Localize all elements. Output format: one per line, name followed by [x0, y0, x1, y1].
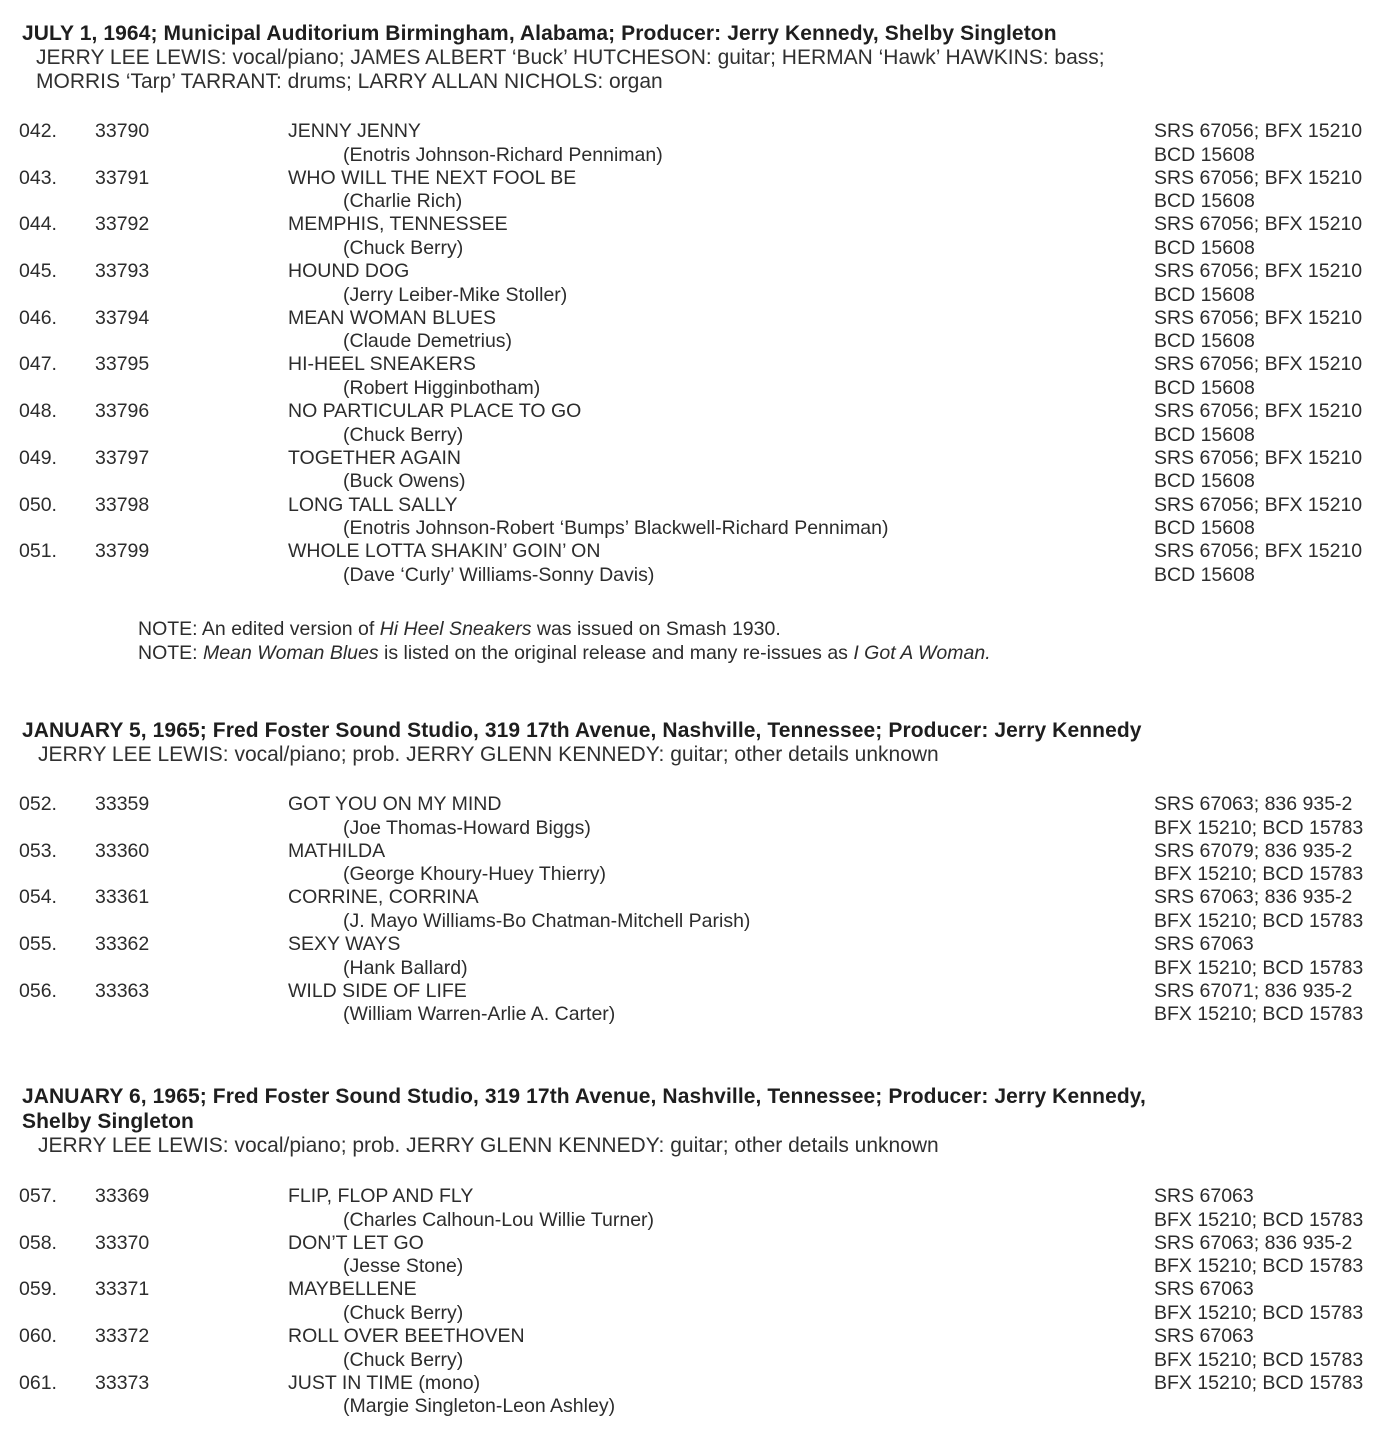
release-issue: BFX 15210; BCD 15783 [1154, 1003, 1364, 1026]
track-row [0, 1232, 1400, 1279]
release-issue: SRS 67063; 836 935-2 [1154, 793, 1353, 815]
note-line [138, 641, 991, 665]
track-row [0, 260, 1400, 307]
track-number: 050. [19, 493, 57, 516]
note-text: is listed on the original release and many re-issues as [378, 642, 854, 664]
matrix-number: 33791 [95, 166, 150, 189]
songwriters: (Enotris Johnson-Robert ‘Bumps’ Blackwell-Richard Penniman) [343, 517, 889, 539]
release-issue: BCD 15608 [1154, 143, 1255, 166]
note-text: NOTE: An edited version of [138, 618, 380, 640]
session-personnel-line: JERRY LEE LEWIS: vocal/piano; JAMES ALBERT ‘Buck’ HUTCHESON: guitar; HERMAN ‘Hawk’ HAWKINS: bass; [36, 46, 1105, 69]
session-1964-07-01 [0, 21, 1400, 587]
release-issue: BCD 15608 [1154, 190, 1255, 213]
matrix-number: 33795 [95, 353, 150, 376]
release-issue: BCD 15608 [1154, 517, 1255, 539]
matrix-number: 33359 [95, 793, 150, 815]
songwriters: (Chuck Berry) [343, 1348, 464, 1371]
matrix-number: 33369 [95, 1185, 150, 1207]
release-issue: BCD 15608 [1154, 236, 1255, 259]
song-title: LONG TALL SALLY [288, 493, 458, 516]
song-title: MAYBELLENE [288, 1278, 417, 1301]
note-text: NOTE: [138, 642, 204, 664]
note-song-title: Hi Heel Sneakers [379, 618, 532, 640]
songwriters: (Hank Ballard) [343, 956, 468, 979]
release-issue: BCD 15608 [1154, 330, 1255, 353]
track-number: 057. [19, 1185, 57, 1207]
track-number: 044. [19, 213, 57, 236]
release-issue: SRS 67056; BFX 15210 [1154, 306, 1363, 329]
track-row [0, 494, 1400, 541]
session-header: JANUARY 6, 1965; Fred Foster Sound Studio, 319 17th Avenue, Nashville, Tennessee; Producer: Jerry Kennedy, [22, 1085, 1146, 1108]
release-issue: BCD 15608 [1154, 423, 1255, 446]
song-title: DON’T LET GO [288, 1231, 424, 1254]
songwriters: (George Khoury-Huey Thierry) [343, 863, 606, 886]
release-issue: BFX 15210; BCD 15783 [1154, 1348, 1364, 1371]
song-title: WILD SIDE OF LIFE [288, 979, 467, 1002]
song-title: HI-HEEL SNEAKERS [288, 353, 476, 376]
songwriters: (Joe Thomas-Howard Biggs) [343, 816, 591, 839]
session-personnel-line: JERRY LEE LEWIS: vocal/piano; prob. JERRY GLENN KENNEDY: guitar; other details unknown [38, 743, 939, 766]
track-row [0, 1185, 1400, 1232]
release-issue: SRS 67063 [1154, 1325, 1254, 1348]
song-title: MEMPHIS, TENNESSEE [288, 213, 508, 236]
release-issue: SRS 67056; BFX 15210 [1154, 446, 1363, 469]
note-line [138, 617, 991, 641]
song-title: ROLL OVER BEETHOVEN [288, 1325, 525, 1348]
song-title: NO PARTICULAR PLACE TO GO [288, 400, 582, 423]
song-title: TOGETHER AGAIN [288, 446, 462, 469]
matrix-number: 33362 [95, 933, 150, 956]
track-row [0, 353, 1400, 400]
session-1965-01-05 [0, 718, 1400, 1026]
songwriters: (Dave ‘Curly’ Williams-Sonny Davis) [343, 563, 655, 586]
song-title: FLIP, FLOP AND FLY [288, 1185, 474, 1207]
session-notes [138, 617, 991, 665]
session-1965-01-06 [0, 1084, 1400, 1418]
song-title: MATHILDA [288, 839, 386, 862]
track-row [0, 886, 1400, 933]
release-issue: SRS 67056; BFX 15210 [1154, 213, 1363, 236]
track-number: 051. [19, 540, 57, 563]
track-number: 045. [19, 260, 57, 283]
track-row [0, 1372, 1400, 1419]
release-issue: SRS 67056; BFX 15210 [1154, 353, 1363, 376]
release-issue: BFX 15210; BCD 15783 [1154, 863, 1364, 886]
release-issue: BCD 15608 [1154, 470, 1255, 493]
songwriters: (William Warren-Arlie A. Carter) [343, 1003, 616, 1026]
note-song-title: Mean Woman Blues [203, 642, 379, 664]
songwriters: (Chuck Berry) [343, 423, 464, 446]
track-row [0, 980, 1400, 1027]
songwriters: (Robert Higginbotham) [343, 376, 541, 399]
release-issue: SRS 67071; 836 935-2 [1154, 979, 1353, 1002]
matrix-number: 33360 [95, 839, 150, 862]
track-number: 053. [19, 839, 57, 862]
songwriters: (Charlie Rich) [343, 190, 463, 213]
release-issue: SRS 67056; BFX 15210 [1154, 260, 1363, 283]
track-row [0, 840, 1400, 887]
song-title: WHOLE LOTTA SHAKIN’ GOIN’ ON [288, 540, 601, 563]
song-title: SEXY WAYS [288, 933, 401, 956]
track-list [0, 120, 1400, 587]
track-number: 055. [19, 933, 57, 956]
release-issue: BCD 15608 [1154, 376, 1255, 399]
release-issue: SRS 67056; BFX 15210 [1154, 493, 1363, 516]
release-issue: BFX 15210; BCD 15783 [1154, 1371, 1364, 1394]
matrix-number: 33797 [95, 446, 150, 469]
matrix-number: 33799 [95, 540, 150, 563]
track-row [0, 120, 1400, 167]
release-issue: SRS 67063 [1154, 933, 1254, 956]
song-title: JENNY JENNY [288, 120, 421, 142]
session-personnel-line: JERRY LEE LEWIS: vocal/piano; prob. JERRY GLENN KENNEDY: guitar; other details unknown [38, 1134, 939, 1157]
song-title: JUST IN TIME (mono) [288, 1371, 481, 1394]
release-issue: SRS 67063; 836 935-2 [1154, 1231, 1353, 1254]
matrix-number: 33363 [95, 979, 150, 1002]
track-number: 058. [19, 1231, 57, 1254]
note-song-title: I Got A Woman. [853, 642, 991, 664]
release-issue: BFX 15210; BCD 15783 [1154, 1255, 1364, 1278]
track-row [0, 307, 1400, 354]
track-number: 043. [19, 166, 57, 189]
matrix-number: 33373 [95, 1371, 150, 1394]
matrix-number: 33798 [95, 493, 150, 516]
songwriters: (Jerry Leiber-Mike Stoller) [343, 283, 568, 306]
songwriters: (J. Mayo Williams-Bo Chatman-Mitchell Parish) [343, 909, 751, 932]
songwriters: (Chuck Berry) [343, 1301, 464, 1324]
track-list [0, 793, 1400, 1026]
matrix-number: 33790 [95, 120, 150, 142]
matrix-number: 33794 [95, 306, 150, 329]
songwriters: (Chuck Berry) [343, 236, 464, 259]
track-number: 047. [19, 353, 57, 376]
songwriters: (Charles Calhoun-Lou Willie Turner) [343, 1208, 655, 1231]
release-issue: BFX 15210; BCD 15783 [1154, 816, 1364, 839]
track-number: 061. [19, 1371, 57, 1394]
songwriters: (Buck Owens) [343, 470, 466, 493]
track-row [0, 400, 1400, 447]
track-number: 048. [19, 400, 57, 423]
release-issue: SRS 67079; 836 935-2 [1154, 839, 1353, 862]
release-issue: SRS 67063 [1154, 1185, 1254, 1207]
track-row [0, 213, 1400, 260]
track-row [0, 793, 1400, 840]
track-row [0, 1278, 1400, 1325]
song-title: GOT YOU ON MY MIND [288, 793, 502, 815]
matrix-number: 33796 [95, 400, 150, 423]
track-row [0, 1325, 1400, 1372]
release-issue: BFX 15210; BCD 15783 [1154, 1208, 1364, 1231]
song-title: CORRINE, CORRINA [288, 886, 479, 909]
track-row [0, 167, 1400, 214]
session-header: JULY 1, 1964; Municipal Auditorium Birmingham, Alabama; Producer: Jerry Kennedy, Shelby Singleton [22, 22, 1057, 45]
release-issue: BCD 15608 [1154, 563, 1255, 586]
release-issue: SRS 67056; BFX 15210 [1154, 166, 1363, 189]
note-text: was issued on Smash 1930. [531, 618, 781, 640]
matrix-number: 33370 [95, 1231, 150, 1254]
matrix-number: 33371 [95, 1278, 150, 1301]
release-issue: BCD 15608 [1154, 283, 1255, 306]
track-row [0, 447, 1400, 494]
track-number: 056. [19, 979, 57, 1002]
release-issue: BFX 15210; BCD 15783 [1154, 909, 1364, 932]
release-issue: SRS 67056; BFX 15210 [1154, 120, 1363, 142]
track-number: 046. [19, 306, 57, 329]
song-title: WHO WILL THE NEXT FOOL BE [288, 166, 577, 189]
release-issue: SRS 67063; 836 935-2 [1154, 886, 1353, 909]
matrix-number: 33372 [95, 1325, 150, 1348]
track-number: 052. [19, 793, 57, 815]
track-number: 060. [19, 1325, 57, 1348]
song-title: MEAN WOMAN BLUES [288, 306, 497, 329]
track-number: 054. [19, 886, 57, 909]
track-number: 049. [19, 446, 57, 469]
session-header-continued: Shelby Singleton [22, 1110, 194, 1133]
matrix-number: 33792 [95, 213, 150, 236]
matrix-number: 33793 [95, 260, 150, 283]
track-number: 042. [19, 120, 57, 142]
release-issue: SRS 67056; BFX 15210 [1154, 540, 1363, 563]
song-title: HOUND DOG [288, 260, 410, 283]
release-issue: SRS 67056; BFX 15210 [1154, 400, 1363, 423]
track-row [0, 933, 1400, 980]
track-row [0, 540, 1400, 587]
songwriters: (Margie Singleton-Leon Ashley) [343, 1395, 616, 1418]
track-number: 059. [19, 1278, 57, 1301]
session-header: JANUARY 5, 1965; Fred Foster Sound Studio, 319 17th Avenue, Nashville, Tennessee; Producer: Jerry Kennedy [22, 719, 1142, 742]
songwriters: (Jesse Stone) [343, 1255, 464, 1278]
release-issue: SRS 67063 [1154, 1278, 1254, 1301]
matrix-number: 33361 [95, 886, 150, 909]
track-list [0, 1185, 1400, 1418]
songwriters: (Enotris Johnson-Richard Penniman) [343, 143, 663, 166]
release-issue: BFX 15210; BCD 15783 [1154, 956, 1364, 979]
release-issue: BFX 15210; BCD 15783 [1154, 1301, 1364, 1324]
session-personnel-line: MORRIS ‘Tarp’ TARRANT: drums; LARRY ALLAN NICHOLS: organ [36, 70, 663, 93]
songwriters: (Claude Demetrius) [343, 330, 513, 353]
